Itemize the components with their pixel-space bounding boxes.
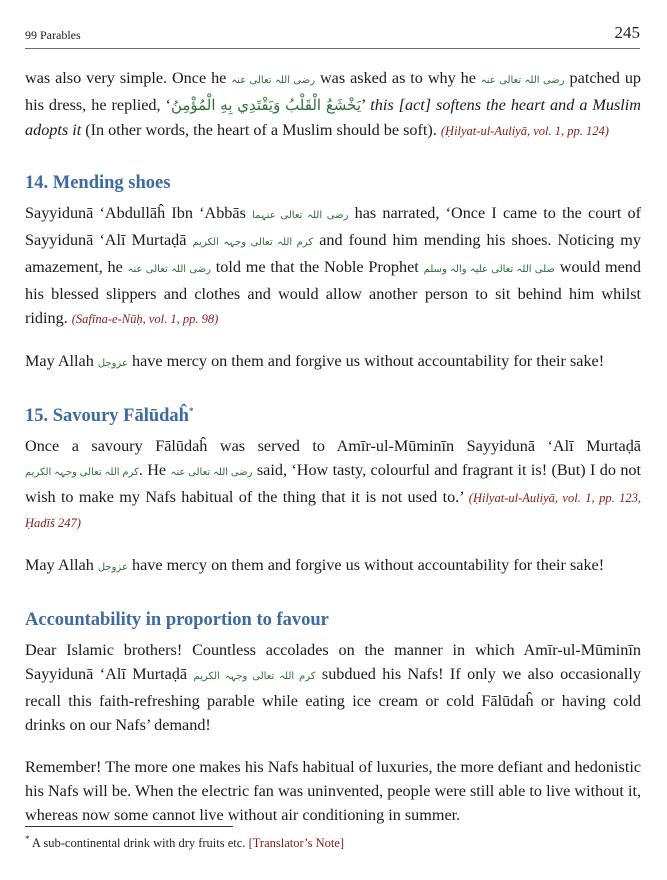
section-heading-accountability: Accountability in proportion to favour bbox=[25, 610, 329, 630]
footnote-mark: * bbox=[25, 833, 30, 844]
honorific-karramallah: کرم اللہ تعالی وجہہ الکریم bbox=[192, 237, 314, 248]
honorific-radiyallah-anhuma: رضی اللہ تعالی عنہما bbox=[252, 210, 349, 221]
section-heading-mending-shoes: 14. Mending shoes bbox=[25, 173, 171, 193]
text: . He bbox=[138, 461, 171, 479]
paragraph-may-allah bbox=[25, 553, 641, 580]
text: and found him mending his shoes. Noticing my amazement, he bbox=[25, 231, 641, 276]
reference: (Safīna-e-Nūḥ, vol. 1, pp. 98) bbox=[71, 312, 219, 326]
paragraph-remember: Remember! The more one makes his Nafs habitual of luxuries, the more defiant and hedonistic his Nafs will be. When the electric fan was uninvented, people were still able to live without it, whereas now some cannot live without air conditioning in summer. bbox=[25, 758, 641, 824]
translator-note: [Translator’s Note] bbox=[248, 836, 345, 850]
arabic-quote: يَخْشَعُ الْقَلْبُ وَيَقْتَدِي بِهِ الْمُؤْمِنُ bbox=[170, 98, 362, 114]
text: have mercy on them and forgive us without accountability for their sake! bbox=[127, 352, 605, 370]
text: Once a savoury Fālūdaĥ was served to Amīr-ul-Mūminīn Sayyidunā ‘Alī Murtaḍā bbox=[25, 437, 641, 455]
reference: (Ḥilyat-ul-Auliyā, vol. 1, pp. 124) bbox=[440, 124, 609, 138]
paragraph-simple-dress bbox=[25, 66, 641, 143]
text: said, ‘How tasty, colourful and fragrant it is! (But) I do not wish to make my Nafs habitual of the thing that it is not used to.’ bbox=[25, 461, 642, 506]
footnote bbox=[25, 833, 345, 851]
text: May Allah bbox=[25, 556, 98, 574]
honorific-azza-wa-jal: عزوجل bbox=[97, 358, 128, 369]
page-body bbox=[25, 66, 641, 827]
paragraph-dear-brothers bbox=[25, 638, 641, 737]
paragraph-savoury-faludah bbox=[25, 434, 641, 535]
text: has narrated, ‘Once I came to the court of Sayyidunā ‘Alī Murtaḍā bbox=[25, 204, 642, 249]
text: ’ bbox=[361, 96, 371, 114]
honorific-radiyallah-anhu: رضی اللہ تعالی عنہ bbox=[480, 75, 565, 86]
text: subdued his Nafs! If only we also occasionally recall this faith-refreshing parable while eating ice cream or cold Fālūdaĥ or having cold drinks on our Nafs’ demand! bbox=[25, 665, 641, 734]
text: Dear Islamic brothers! Countless accolades on the manner in which Amīr-ul-Mūminīn Sayyidunā ‘Alī Murtaḍā bbox=[25, 641, 641, 683]
reference: (Ḥilyat-ul-Auliyā, vol. 1, pp. 123, Ḥadīš 247) bbox=[25, 491, 642, 530]
text: have mercy on them and forgive us without accountability for their sake! bbox=[127, 556, 605, 574]
honorific-sallallah: صلی اللہ تعالی علیہ والہ وسلم bbox=[423, 264, 555, 275]
honorific-azza-wa-jal: عزوجل bbox=[97, 562, 128, 573]
heading-text: 15. Savoury Fālūdaĥ bbox=[25, 406, 189, 426]
text: patched up his dress, he replied, ‘ bbox=[25, 69, 642, 114]
text: told me that the Noble Prophet bbox=[210, 258, 424, 276]
footnote-text: A sub-continental drink with dry fruits etc. bbox=[29, 836, 249, 850]
text: was also very simple. Once he bbox=[25, 69, 232, 87]
page-number: 245 bbox=[614, 23, 640, 42]
running-header bbox=[25, 22, 640, 49]
honorific-karramallah: کرم اللہ تعالی وجہہ الکریم bbox=[25, 467, 139, 478]
text: Sayyidunā ‘Abdullāĥ Ibn ‘Abbās bbox=[25, 204, 253, 222]
text: May Allah bbox=[25, 352, 98, 370]
quote-translation: this [act] softens the heart and a Muslim adopts it bbox=[25, 96, 641, 139]
text: was asked as to why he bbox=[315, 69, 481, 87]
paragraph-mending-shoes bbox=[25, 201, 641, 331]
honorific-karramallah: کرم اللہ تعالی وجہہ الکریم bbox=[193, 671, 316, 682]
honorific-radiyallah-anhu: رضی اللہ تعالی عنہ bbox=[231, 75, 316, 86]
paragraph-may-allah bbox=[25, 349, 641, 376]
book-title: 99 Parables bbox=[25, 28, 81, 42]
honorific-radiyallah-anhu: رضی اللہ تعالی عنہ bbox=[127, 264, 211, 275]
text: would mend his blessed slippers and clothes and would allow another person to sit behind him whilst riding. bbox=[25, 258, 641, 327]
honorific-radiyallah-anhu: رضی اللہ تعالی عنہ bbox=[170, 467, 253, 478]
section-heading-savoury-faludah bbox=[25, 404, 641, 428]
footnote-divider bbox=[25, 826, 233, 827]
text: (In other words, the heart of a Muslim should be soft). bbox=[81, 121, 441, 139]
footnote-marker: * bbox=[188, 405, 194, 416]
